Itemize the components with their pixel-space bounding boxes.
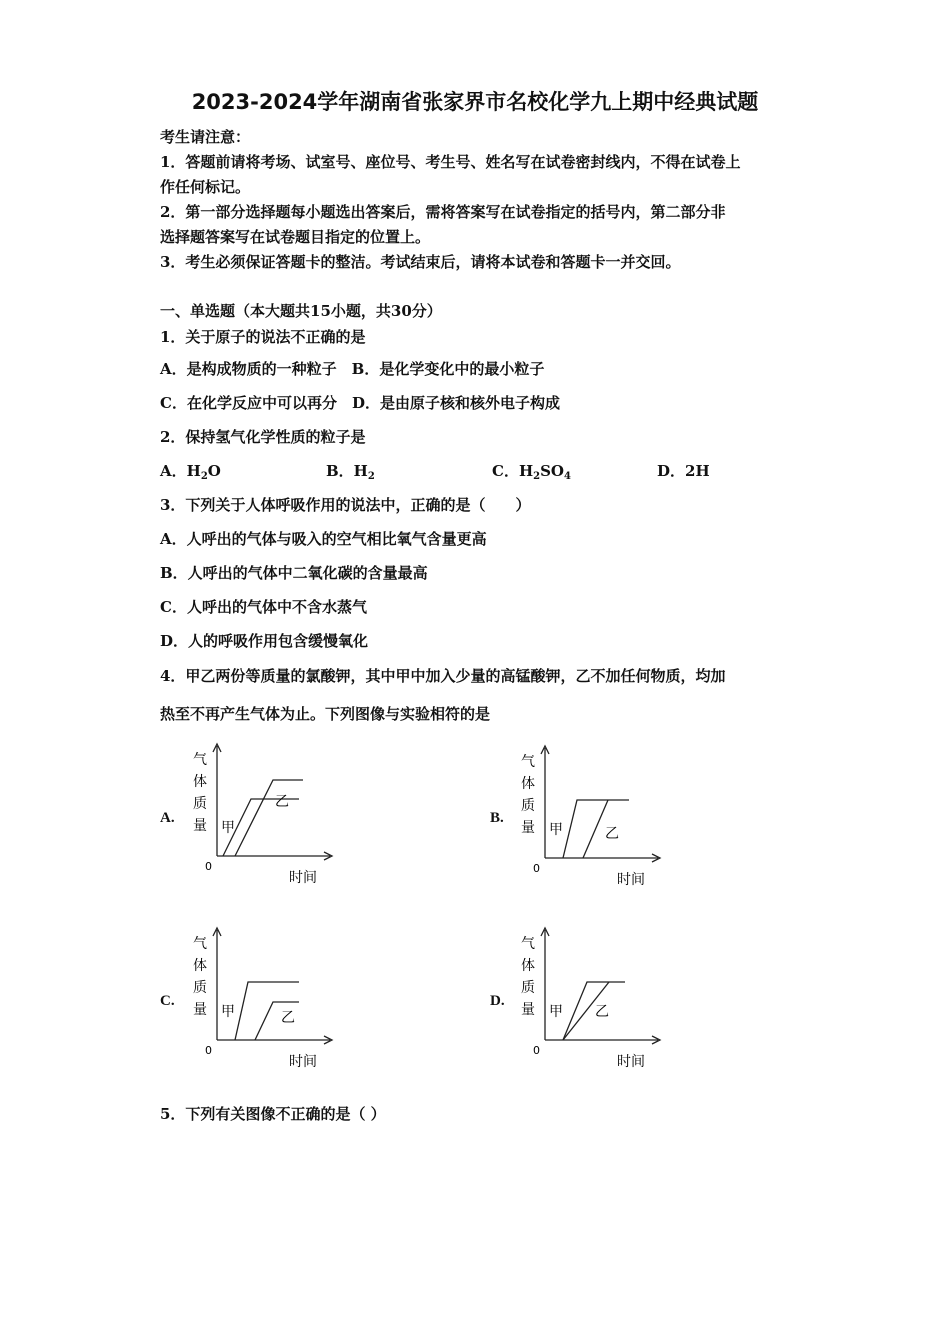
notice-line-1: 1．答题前请将考场、试室号、座位号、考生号、姓名写在试卷密封线内，不得在试卷上 [160,153,741,171]
origin-label: 0 [533,1044,540,1057]
y-label-char: 气 [193,936,207,952]
q2-option-c: C．$H_2SO_4$ [492,462,571,482]
notice-heading: 考生请注意： [160,128,251,146]
graph-a [185,738,345,888]
notice-line-4: 选择题答案写在试卷题目指定的位置上。 [160,228,431,246]
graph-d [513,922,673,1072]
graph-a-label: A. [160,810,175,826]
q1-options-row-2: C．在化学反应中可以再分 D．是由原子核和核外电子构成 [160,394,560,412]
series-label-jia: 甲 [549,1004,563,1020]
series-label-jia: 甲 [221,820,235,836]
q3-option-b: B．人呼出的气体中二氧化碳的含量最高 [160,564,428,582]
notice-line-2: 作任何标记。 [160,178,251,196]
origin-label: 0 [533,862,540,875]
origin-label: 0 [205,860,212,873]
x-axis-label: 时间 [617,872,645,888]
q2-stem: 2．保持氢气化学性质的粒子是 [160,428,366,446]
q1-stem: 1．关于原子的说法不正确的是 [160,328,366,346]
notice-line-5: 3．考生必须保证答题卡的整洁。考试结束后，请将本试卷和答题卡一并交回。 [160,253,681,271]
graph-c-label: C. [160,993,175,1009]
y-label-char: 质 [193,796,207,812]
q4-stem-line-2: 热至不再产生气体为止。下列图像与实验相符的是 [160,705,491,723]
q1-options-row-1: A．是构成物质的一种粒子 B．是化学变化中的最小粒子 [160,360,545,378]
graph-b-label: B. [490,810,504,826]
y-label-char: 量 [521,1002,535,1018]
graph-b [513,740,673,890]
y-label-char: 质 [521,980,535,996]
y-label-char: 气 [521,754,535,770]
q2-option-a: A．$H_2O$ [160,462,221,482]
q3-option-a: A．人呼出的气体与吸入的空气相比氧气含量更高 [160,530,487,548]
q3-stem: 3．下列关于人体呼吸作用的说法中，正确的是（ ） [160,496,531,514]
y-label-char: 量 [193,1002,207,1018]
series-label-yi: 乙 [281,1010,295,1026]
y-label-char: 量 [521,820,535,836]
series-label-jia: 甲 [221,1004,235,1020]
y-label-char: 体 [521,776,535,792]
graph-c [185,922,345,1072]
graph-d-label: D. [490,993,505,1009]
series-label-yi: 乙 [275,794,289,810]
section-heading: 一、单选题（本大题共15小题，共30分） [160,302,442,320]
x-axis-label: 时间 [289,870,317,886]
q4-stem-line-1: 4．甲乙两份等质量的氯酸钾，其中甲中加入少量的高锰酸钾，乙不加任何物质，均加 [160,667,726,685]
y-label-char: 体 [521,958,535,974]
y-label-char: 体 [193,958,207,974]
x-axis-label: 时间 [617,1054,645,1070]
series-label-jia: 甲 [549,822,563,838]
q3-option-c: C．人呼出的气体中不含水蒸气 [160,598,367,616]
notice-line-3: 2．第一部分选择题每小题选出答案后，需将答案写在试卷指定的括号内，第二部分非 [160,203,726,221]
series-label-yi: 乙 [605,826,619,842]
origin-label: 0 [205,1044,212,1057]
page-title: 2023-2024学年湖南省张家界市名校化学九上期中经典试题 [191,90,759,114]
y-label-char: 质 [521,798,535,814]
y-label-char: 体 [193,774,207,790]
y-label-char: 质 [193,980,207,996]
y-label-char: 气 [521,936,535,952]
y-label-char: 气 [193,752,207,768]
series-label-yi: 乙 [595,1004,609,1020]
q2-option-d: D．2H [657,462,710,480]
x-axis-label: 时间 [289,1054,317,1070]
q2-option-b: B．$H_2$ [326,462,375,482]
y-label-char: 量 [193,818,207,834]
q5-stem: 5．下列有关图像不正确的是（ ） [160,1105,386,1123]
q3-option-d: D．人的呼吸作用包含缓慢氧化 [160,632,369,650]
